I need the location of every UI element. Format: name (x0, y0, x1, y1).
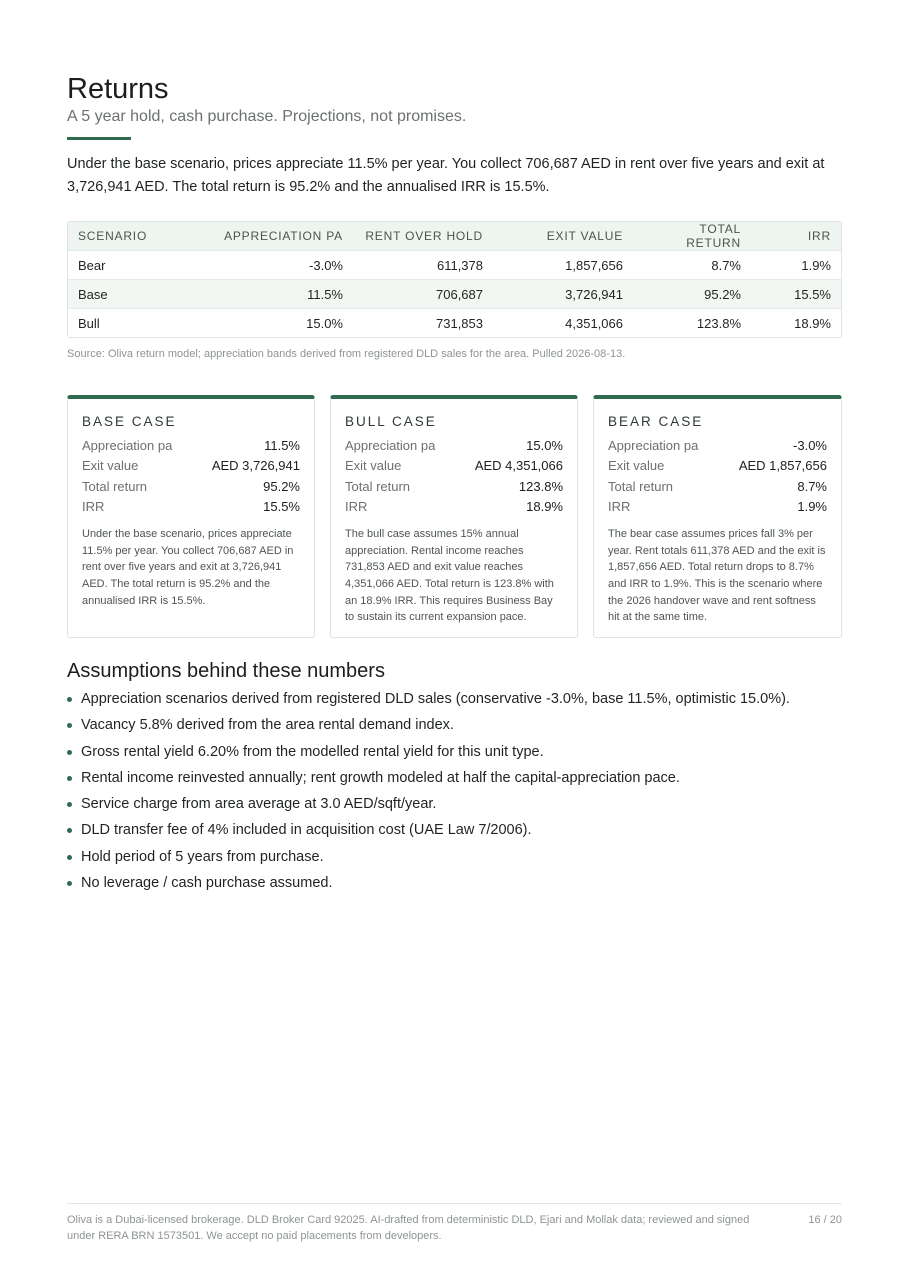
column-header-rent: RENT OVER HOLD (353, 222, 493, 250)
metric-value: AED 4,351,066 (474, 458, 563, 474)
assumption-text: No leverage / cash purchase assumed. (81, 875, 333, 892)
list-item (67, 765, 842, 791)
bullet-icon (67, 776, 72, 781)
metric-label: Total return (345, 478, 411, 494)
footer-divider (67, 1203, 842, 1204)
table-cell: Bull (68, 308, 208, 337)
table-header-row (68, 222, 841, 250)
assumption-text: Service charge from area average at 3.0 AED/sqft/year. (81, 796, 437, 813)
bullet-icon (67, 723, 72, 728)
card-metric (608, 436, 827, 456)
table-cell: 123.8% (633, 308, 751, 337)
column-header-appreciation: APPRECIATION PA (208, 222, 353, 250)
metric-label: IRR (345, 498, 368, 514)
metric-label: Total return (82, 478, 148, 494)
card-description: The bear case assumes prices fall 3% per year. Rent totals 611,378 AED and the exit is 1,857,656 AED. Total return drops to 8.7% and IRR to 1.9%. This is the scenario where the 2026 handover wave and rent softness hit at the same time. (608, 528, 826, 624)
table-cell: -3.0% (208, 250, 353, 279)
metric-label: Total return (608, 478, 674, 494)
card-metric (608, 477, 827, 497)
metric-value: 95.2% (263, 478, 300, 494)
metric-label: IRR (82, 498, 105, 514)
assumption-text: DLD transfer fee of 4% included in acquisition cost (UAE Law 7/2006). (81, 822, 532, 839)
assumption-text: Appreciation scenarios derived from registered DLD sales (conservative -3.0%, base 11.5%, optimistic 15.0%). (81, 691, 790, 707)
assumptions-heading: Assumptions behind these numbers (67, 660, 385, 682)
table-cell: 15.5% (751, 279, 841, 308)
bullet-icon (67, 697, 72, 702)
metric-value: AED 1,857,656 (738, 458, 827, 474)
bear-case-card (593, 395, 842, 638)
metric-value: 11.5% (264, 438, 300, 453)
page-number: 16 / 20 (808, 1214, 842, 1226)
table-cell: 1.9% (751, 250, 841, 279)
source-note: Source: Oliva return model; appreciation bands derived from registered DLD sales for the area. Pulled 2026-08-13. (67, 348, 626, 360)
list-item (67, 791, 842, 817)
metric-value: 15.0% (526, 438, 563, 453)
report-page (67, 0, 842, 1287)
table-cell: Base (68, 279, 208, 308)
footer-disclaimer: Oliva is a Dubai-licensed brokerage. DLD Broker Card 92025. AI-drafted from deterministic DLD, Ejari and Mollak data; reviewed and signed under RERA BRN 1573501. We accept no paid placements from developers. (67, 1214, 750, 1242)
table-cell: 611,378 (353, 250, 493, 279)
list-item (67, 739, 842, 765)
metric-value: 8.7% (797, 478, 827, 494)
table-row (68, 308, 841, 337)
metric-label: Exit value (345, 458, 402, 474)
metric-value: 1.9% (797, 498, 827, 514)
metric-value: 15.5% (263, 498, 300, 514)
metric-label: Exit value (82, 458, 139, 474)
card-description: Under the base scenario, prices appreciate 11.5% per year. You collect 706,687 AED in rent over five years and exit at 3,726,941 AED. The total return is 95.2% and the annualised IRR is 15.5%. (82, 528, 294, 607)
column-header-exit-value: EXIT VALUE (493, 222, 633, 250)
card-metric (82, 456, 300, 476)
list-item (67, 844, 842, 870)
bullet-icon (67, 881, 72, 886)
table-cell: 11.5% (208, 279, 353, 308)
assumption-text: Rental income reinvested annually; rent growth modeled at half the capital-appreciation pace. (81, 769, 680, 786)
table-cell: 18.9% (751, 308, 841, 337)
table-cell: 8.7% (633, 250, 751, 279)
card-metric (345, 477, 563, 497)
metric-value: 123.8% (518, 478, 563, 494)
assumptions-list (67, 686, 842, 896)
scenario-cards (67, 395, 842, 639)
list-item (67, 817, 842, 843)
card-metric (82, 477, 300, 497)
bullet-icon (67, 855, 72, 860)
column-header-total-return: TOTAL RETURN (633, 222, 751, 250)
table-cell: 706,687 (353, 279, 493, 308)
assumption-text: Gross rental yield 6.20% from the modelled rental yield for this unit type. (81, 743, 544, 760)
table-cell: 1,857,656 (493, 250, 633, 279)
card-metric (345, 497, 563, 517)
table-cell: Bear (68, 250, 208, 279)
bullet-icon (67, 750, 72, 755)
base-case-card (67, 395, 315, 638)
table-row (68, 279, 841, 308)
table-row (68, 250, 841, 279)
bullet-icon (67, 802, 72, 807)
card-title: BASE CASE (82, 414, 177, 429)
table-cell: 3,726,941 (493, 279, 633, 308)
list-item (67, 686, 842, 712)
card-metric (608, 456, 827, 476)
table-cell: 731,853 (353, 308, 493, 337)
assumption-text: Vacancy 5.8% derived from the area rental demand index. (81, 717, 454, 734)
list-item (67, 712, 842, 738)
returns-table (67, 221, 842, 338)
card-description: The bull case assumes 15% annual appreciation. Rental income reaches 731,853 AED and exit value reaches 4,351,066 AED. Total return is 123.8% with an 18.9% IRR. This requires Business Bay to sustain its current expansion pace. (345, 528, 554, 624)
card-metric (82, 497, 300, 517)
card-metric (82, 436, 300, 456)
card-metric (608, 497, 827, 517)
metric-label: Appreciation pa (82, 438, 173, 453)
metric-label: Exit value (608, 458, 665, 474)
metric-label: Appreciation pa (608, 438, 699, 453)
table-cell: 95.2% (633, 279, 751, 308)
list-item (67, 870, 842, 896)
card-metric (345, 436, 563, 456)
assumption-text: Hold period of 5 years from purchase. (81, 848, 324, 865)
metric-value: -3.0% (793, 438, 827, 453)
column-header-irr: IRR (751, 222, 841, 250)
metric-label: Appreciation pa (345, 438, 436, 453)
summary-paragraph: Under the base scenario, prices appreciate 11.5% per year. You collect 706,687 AED in rent over five years and exit at 3,726,941 AED. The total return is 95.2% and the annualised IRR is 15.5%. (67, 156, 825, 195)
bullet-icon (67, 828, 72, 833)
column-header-scenario: SCENARIO (68, 222, 208, 250)
card-title: BEAR CASE (608, 414, 704, 429)
page-subtitle: A 5 year hold, cash purchase. Projections, not promises. (67, 108, 467, 125)
table-cell: 15.0% (208, 308, 353, 337)
metric-value: 18.9% (526, 498, 563, 514)
table-cell: 4,351,066 (493, 308, 633, 337)
metric-label: IRR (608, 498, 631, 514)
bull-case-card (330, 395, 578, 638)
page-title: Returns (67, 73, 169, 105)
accent-rule (67, 137, 131, 140)
metric-value: AED 3,726,941 (211, 458, 300, 474)
card-metric (345, 456, 563, 476)
card-title: BULL CASE (345, 414, 437, 429)
